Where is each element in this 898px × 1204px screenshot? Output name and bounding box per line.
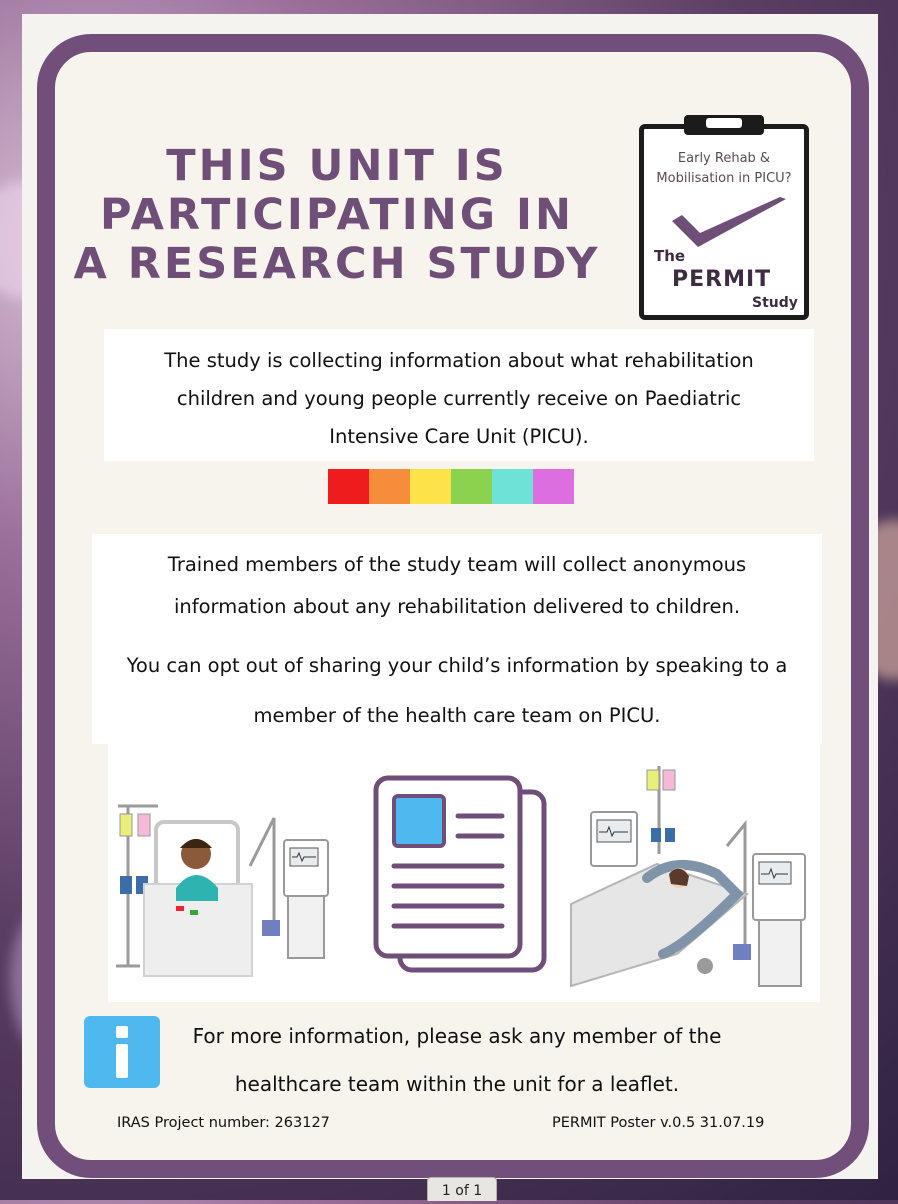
poster-headline [52, 142, 622, 289]
iras-project-number: IRAS Project number: 263127 [117, 1115, 330, 1131]
headline-line: PARTICIPATING IN [100, 190, 574, 240]
intro-text [104, 342, 814, 456]
permit-logo [639, 124, 809, 320]
rainbow-swatch [369, 469, 410, 504]
opt-out-line: member of the health care team on PICU. [253, 704, 661, 727]
info-icon [84, 1016, 160, 1088]
rainbow-swatch [533, 469, 574, 504]
logo-study: Study [752, 295, 798, 311]
check-icon [670, 195, 790, 251]
collection-line: information about any rehabilitation delivered to children. [173, 595, 741, 618]
document-icon [372, 774, 552, 974]
logo-name: PERMIT [672, 267, 772, 292]
poster-version: PERMIT Poster v.0.5 31.07.19 [552, 1115, 765, 1131]
collection-line: Trained members of the study team will collect anonymous [167, 553, 747, 576]
poster-page [22, 14, 878, 1179]
child-hospital-bed-icon [114, 756, 334, 996]
opt-out-text [72, 641, 842, 741]
rainbow-swatch [492, 469, 533, 504]
headline-line: A RESEARCH STUDY [73, 239, 601, 289]
collection-text [82, 544, 832, 628]
logo-line: Mobilisation in PICU? [656, 171, 792, 186]
logo-the: The [654, 247, 686, 265]
opt-out-line: You can opt out of sharing your child’s information by speaking to a [126, 654, 788, 677]
headline-line: THIS UNIT IS [166, 141, 508, 191]
intro-line: Intensive Care Unit (PICU). [329, 425, 589, 448]
rainbow-swatch [451, 469, 492, 504]
rainbow-swatch [328, 469, 369, 504]
logo-line: Early Rehab & [677, 151, 771, 166]
clipboard-clip [684, 115, 764, 135]
more-info-line: For more information, please ask any member of the [192, 1024, 722, 1048]
more-info-line: healthcare team within the unit for a leaflet. [234, 1072, 680, 1096]
intro-line: The study is collecting information about what rehabilitation [164, 349, 754, 372]
more-info-text [172, 1012, 742, 1108]
patient-hospital-bed-icon [567, 754, 817, 994]
intro-line: children and young people currently receive on Paediatric [176, 387, 742, 410]
rainbow-swatch [410, 469, 451, 504]
rainbow-strip [328, 469, 574, 504]
page-indicator: 1 of 1 [427, 1177, 497, 1201]
